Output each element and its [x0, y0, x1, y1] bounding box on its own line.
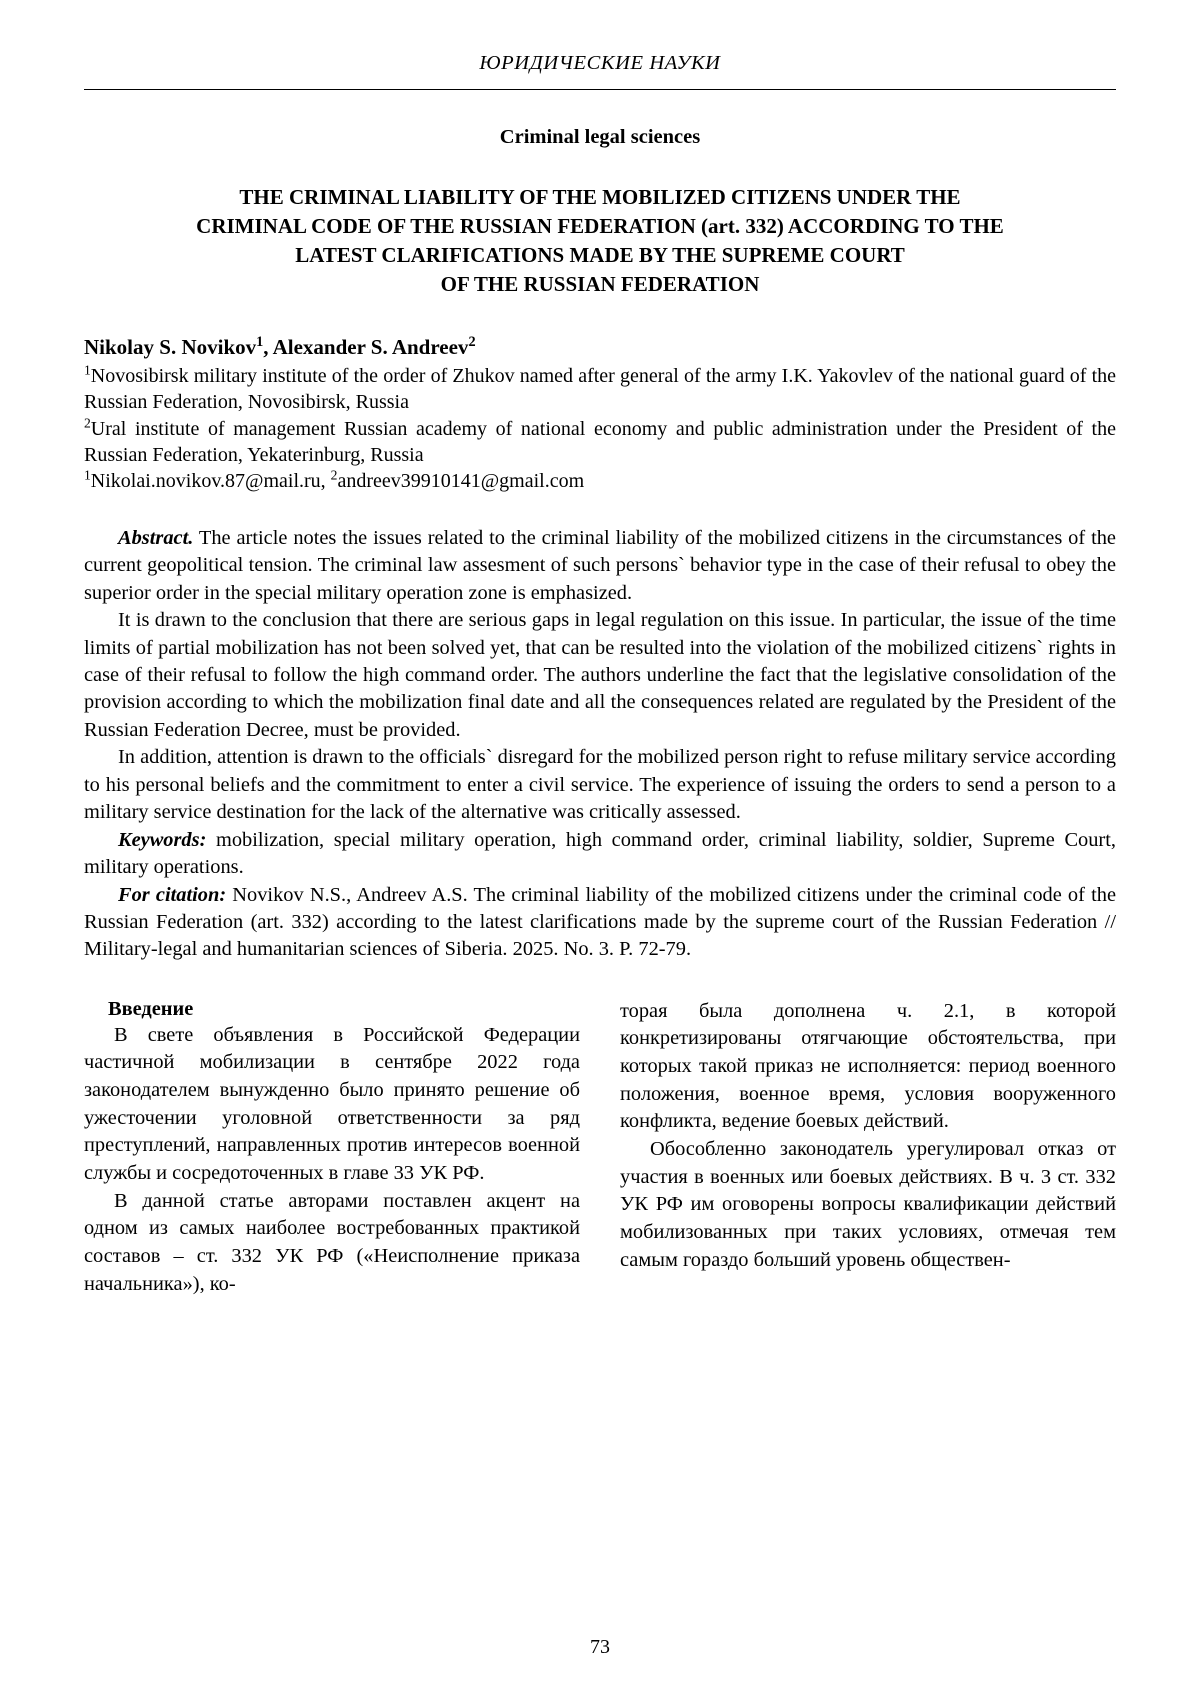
section-label: Criminal legal sciences [499, 126, 701, 148]
keywords-paragraph [84, 827, 1116, 882]
citation-label: For citation: [118, 883, 227, 906]
citation-text: Novikov N.S., Andreev A.S. The criminal liability of the mobilized citizens under the criminal code of the Russian Federation (art. 332) according to the latest clarifications made by the supreme court of the Russian Federation // Military-legal and humanitarian sciences of Siberia. 2025. No. 3. P. 72-79. [84, 883, 1116, 961]
article-title-line-4: OF THE RUSSIAN FEDERATION [440, 271, 760, 296]
body-left-paragraph-2: В данной статье авторами поставлен акцент на одном из самых наиболее востребованных практикой составов – ст. 332 УК РФ («Неисполнение приказа начальника»), ко- [84, 1189, 580, 1295]
affiliation-2-marker: 2 [84, 415, 91, 430]
affiliation-2-text: Ural institute of management Russian academy of national economy and public administration under the President of the Russian Federation, Yekaterinburg, Russia [84, 417, 1116, 467]
abstract-block [84, 525, 1116, 964]
affiliation-1-marker: 1 [84, 362, 91, 378]
abstract-label: Abstract. [118, 526, 194, 549]
author-primary: Nikolay S. Novikov [84, 334, 257, 359]
abstract-text-1: The article notes the issues related to the criminal liability of the mobilized citizens in the circumstances of the current geopolitical tension. The criminal law assesment of such persons` behavior type in the case of their refusal to obey the superior order in the special military operation zone is emphasized. [84, 526, 1116, 604]
email-1-marker: 1 [84, 467, 91, 483]
author-primary-marker: 1 [256, 333, 264, 350]
email-1[interactable]: Nikolai.novikov.87@mail.ru, [90, 470, 331, 493]
page-number: 73 [590, 1636, 610, 1658]
article-title-line-2: CRIMINAL CODE OF THE RUSSIAN FEDERATION (art. 332) ACCORDING TO THE [196, 213, 1004, 238]
keywords-text: mobilization, special military operation, high command order, criminal liability, soldier, Supreme Court, military operations. [84, 828, 1116, 879]
column-right [620, 998, 1116, 1298]
body-columns [84, 998, 1116, 1298]
column-left [84, 998, 580, 1298]
body-heading-introduction: Введение [108, 997, 194, 1020]
article-title-line-1: THE CRIMINAL LIABILITY OF THE MOBILIZED CITIZENS UNDER THE [239, 185, 961, 209]
author-secondary: , Alexander S. Andreev [263, 334, 469, 359]
affiliation-2 [84, 416, 1116, 469]
citation-paragraph [84, 882, 1116, 964]
body-left-paragraph-1: В свете объявления в Российской Федерации частичной мобилизации в сентябре 2022 года законодателем вынужденно было принято решение об ужесточении уголовной ответственности за ряд преступлений, направленных против интересов военной службы и сосредоточенных в главе 33 УК РФ. [84, 1023, 580, 1185]
author-list [84, 335, 1116, 360]
article-title [94, 183, 1105, 299]
abstract-paragraph-1 [84, 525, 1116, 607]
affiliation-1 [84, 363, 1116, 416]
author-emails [84, 468, 1116, 494]
keywords-label: Keywords: [118, 828, 207, 851]
email-2[interactable]: andreev39910141@gmail.com [337, 470, 585, 493]
body-right-paragraph-1: торая была дополнена ч. 2.1, в которой конкретизированы отягчающие обстоятельства, при которых такой приказ не исполняется: период военного положения, военное время, условия вооруженного конфликта, ведение боевых действий. [620, 999, 1116, 1133]
article-title-line-3: LATEST CLARIFICATIONS MADE BY THE SUPREME COURT [295, 242, 905, 267]
abstract-paragraph-2: It is drawn to the conclusion that there are serious gaps in legal regulation on this issue. In particular, the issue of the time limits of partial mobilization has not been solved yet, that can be resulted into the violation of the mobilized citizens` rights in case of their refusal to follow the high command order. The authors underline the fact that the legislative consolidation of the provision according to which the mobilization final date and all the consequences related are regulated by the President of the Russian Federation Decree, must be provided. [84, 609, 1116, 741]
running-head: ЮРИДИЧЕСКИЕ НАУКИ [479, 52, 721, 74]
email-2-marker: 2 [330, 467, 338, 483]
abstract-paragraph-3: In addition, attention is drawn to the officials` disregard for the mobilized person right to refuse military service according to his personal beliefs and the commitment to enter a civil service. The experience of issuing the orders to send a person to a military service destination for the lack of the alternative was critically assessed. [84, 746, 1116, 824]
author-secondary-marker: 2 [468, 333, 476, 350]
body-right-paragraph-2: Обособленно законодатель урегулировал отказ от участия в военных или боевых действиях. В ч. 3 ст. 332 УК РФ им оговорены вопросы квалификации действий мобилизованных при таких условиях, отмечая тем самым гораздо больший уровень обществен- [620, 1138, 1116, 1271]
header-divider [84, 89, 1116, 90]
affiliation-1-text: Novosibirsk military institute of the order of Zhukov named after general of the army I.K. Yakovlev of the national guard of the Russian Federation, Novosibirsk, Russia [84, 364, 1116, 414]
